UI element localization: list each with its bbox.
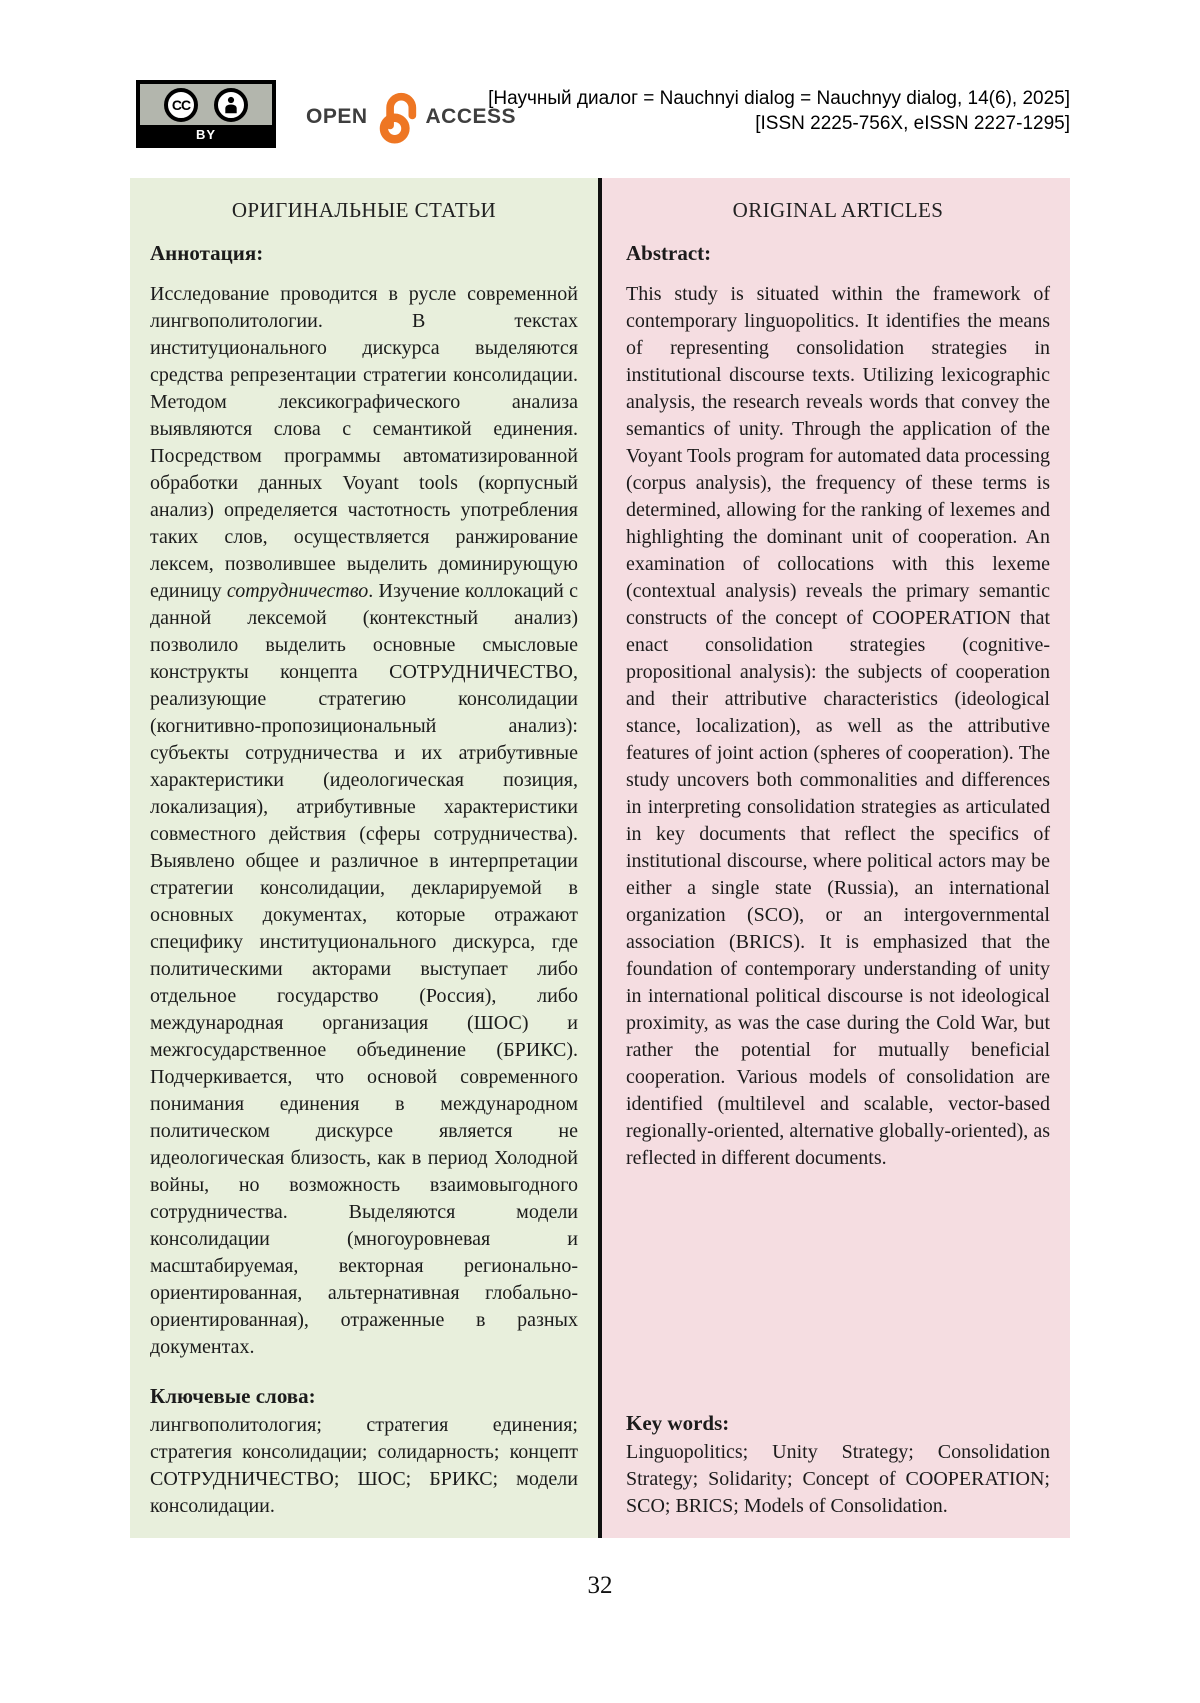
page-number: 32 xyxy=(587,1572,613,1599)
open-access-access-label: ACCESS xyxy=(425,105,517,128)
cc-icon: CC xyxy=(164,88,198,122)
journal-citation xyxy=(488,86,1070,136)
russian-keywords-label: Ключевые слова: xyxy=(150,1384,316,1408)
russian-column xyxy=(130,178,598,1538)
open-access-logo xyxy=(306,88,516,146)
english-keywords-block xyxy=(626,1411,1050,1520)
russian-abstract-part1: Исследование проводится в русле современной лингвополитологии. В текстах институционального дискурса выделяются средства репрезентации стратегии консолидации. Методом лексикографического анализа выявляются слова с семантикой единения. Посредством программы автоматизированной обработки данных Voyant tools (корпусный анализ) определяется частотность употребления таких слов, осуществляется ранжирование лексем, позволившее выделить доминирующую единицу xyxy=(150,283,578,602)
journal-citation-line2: [ISSN 2225-756X, eISSN 2227-1295] xyxy=(755,113,1070,135)
russian-keywords-text: лингвополитология; стратегия единения; стратегия консолидации; солидарность; концепт СОТРУДНИЧЕСТВО; ШОС; БРИКС; модели консолидации. xyxy=(150,1414,578,1517)
english-column xyxy=(602,178,1070,1538)
english-keywords-text: Linguopolitics; Unity Strategy; Consolidation Strategy; Solidarity; Concept of COOPERATION; SCO; BRICS; Models of Consolidation. xyxy=(626,1441,1050,1517)
russian-abstract-italic-term: сотрудничество xyxy=(226,580,369,602)
open-access-open-label: OPEN xyxy=(306,105,368,128)
attribution-person-icon xyxy=(214,88,248,122)
journal-citation-line1: [Научный диалог = Nauchnyi dialog = Nauchnyy dialog, 14(6), 2025] xyxy=(488,88,1070,109)
english-abstract-text: This study is situated within the framework of contemporary linguopolitics. It identifies the means of representing consolidation strategies in institutional discourse texts. Utilizing lexicographic analysis, the research reveals words that convey the semantics of unity. Through the application of the Voyant Tools program for automated data processing (corpus analysis), the frequency of these terms is determined, allowing for the ranking of lexemes and highlighting the dominant unit of cooperation. An examination of collocations with this lexeme (contextual analysis) reveals the primary semantic constructs of the concept of COOPERATION that enact consolidation strategies (cognitive-propositional analysis): the subjects of cooperation and their attributive characteristics (ideological stance, localization), as well as the attributive features of joint action (spheres of cooperation). The study uncovers both commonalities and differences in interpreting consolidation strategies as articulated in key documents that reflect the specifics of institutional discourse, where political actors may be either a single state (Russia), an international organization (SCO), or an intergovernmental association (BRICS). It is emphasized that the foundation of contemporary understanding of unity in international political discourse is not ideological proximity, as was the case during the Cold War, but rather the potential for mutually beneficial cooperation. Various models of consolidation are identified (multilevel and scalable, vector-based regionally-oriented, alternative globally-oriented), as reflected in different documents. xyxy=(626,283,1050,1169)
abstract-columns xyxy=(130,178,1070,1538)
russian-abstract-text xyxy=(150,281,578,1361)
cc-by-label: BY xyxy=(140,125,272,144)
english-section-title: ORIGINAL ARTICLES xyxy=(732,198,944,222)
russian-section-title: ОРИГИНАЛЬНЫЕ СТАТЬИ xyxy=(231,198,497,222)
cc-badge-icons xyxy=(140,84,272,125)
russian-abstract-label: Аннотация: xyxy=(150,241,264,265)
cc-by-license-badge xyxy=(136,80,276,148)
open-lock-icon xyxy=(374,88,420,146)
russian-keywords-block xyxy=(150,1384,578,1520)
english-abstract-label: Abstract: xyxy=(626,241,712,265)
english-keywords-label: Key words: xyxy=(626,1411,730,1435)
russian-abstract-part2: . Изучение коллокаций с данной лексемой (контекстный анализ) позволило выделить основные смысловые конструкты концепта СОТРУДНИЧЕСТВО, реализующие стратегию консолидации (когнитивно-пропозициональный анализ): субъекты сотрудничества и их атрибутивные характеристики (идеологическая позиция, локализация), атрибутивные характеристики совместного действия (сферы сотрудничества). Выявлено общее и различное в интерпретации стратегии консолидации, декларируемой в основных документах, которые отражают специфику институционального дискурса, где политическими акторами выступает либо отдельное государство (Россия), либо международная организация (ШОС) и межгосударственное объединение (БРИКС). Подчеркивается, что основой современного понимания единения в международном политическом дискурсе является не идеологическая близость, как в период Холодной войны, но возможность взаимовыгодного сотрудничества. Выделяются модели консолидации (многоуровневая и масштабируемая, векторная регионально-ориентированная, альтернативная глобально-ориентированная), отраженные в разных документах. xyxy=(150,580,578,1358)
